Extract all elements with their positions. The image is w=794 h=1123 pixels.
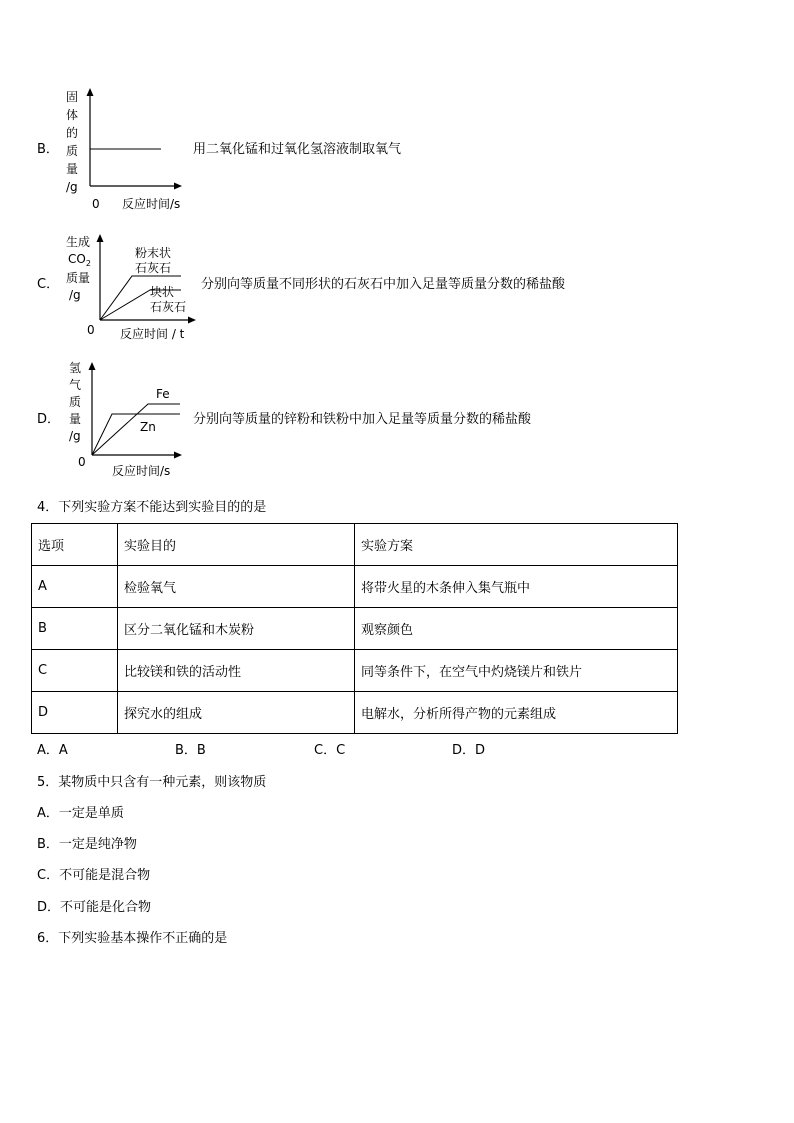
graph-c bbox=[64, 230, 214, 345]
graph-d-yunit: /g bbox=[69, 429, 81, 443]
graph-d bbox=[62, 358, 202, 478]
graph-d-fe-label: Fe bbox=[156, 387, 170, 401]
graph-d-ylabel-4: 量 bbox=[69, 412, 82, 426]
graph-c-lump-label-2: 石灰石 bbox=[150, 300, 187, 314]
graph-b-yunit: /g bbox=[66, 180, 78, 194]
table-cell: 检验氧气 bbox=[118, 566, 355, 608]
graph-d-origin: 0 bbox=[78, 455, 86, 469]
graph-c-ylabel-2-sub: 2 bbox=[85, 259, 91, 268]
q4-choice-b: B．B bbox=[175, 743, 206, 758]
q5-option-d: D．不可能是化合物 bbox=[37, 900, 152, 915]
table-cell: 区分二氧化锰和木炭粉 bbox=[118, 608, 355, 650]
graph-c-x-arrow bbox=[188, 317, 196, 324]
table-header-cell: 实验目的 bbox=[118, 524, 355, 566]
graph-b-ylabel-1: 固 bbox=[66, 90, 79, 104]
graph-d-ylabel-1: 氢 bbox=[69, 361, 82, 375]
q5-option-a: A．一定是单质 bbox=[37, 806, 124, 821]
graph-b-ylabel-3: 的 bbox=[66, 126, 79, 140]
q4-stem: 4．下列实验方案不能达到实验目的的是 bbox=[37, 500, 267, 515]
table-cell: D bbox=[32, 692, 118, 734]
graph-c-y-arrow bbox=[97, 234, 104, 242]
q4-choice-c: C．C bbox=[314, 743, 346, 758]
graph-c-ylabel-3: 质量 bbox=[66, 271, 91, 285]
table-cell: 将带火星的木条伸入集气瓶中 bbox=[355, 566, 678, 608]
graph-b bbox=[55, 85, 195, 215]
table-row bbox=[32, 566, 678, 608]
table-row bbox=[32, 650, 678, 692]
graph-c-ylabel-2: CO bbox=[68, 252, 86, 266]
table-row bbox=[32, 692, 678, 734]
q6-stem: 6．下列实验基本操作不正确的是 bbox=[37, 931, 228, 946]
option-d-letter: D． bbox=[37, 412, 61, 427]
graph-c-xlabel: 反应时间 / t bbox=[120, 327, 185, 341]
svg-text:CO2 bbox=[68, 252, 91, 268]
table-header-cell: 选项 bbox=[32, 524, 118, 566]
table-row bbox=[32, 608, 678, 650]
option-d-desc: 分别向等质量的锌粉和铁粉中加入足量等质量分数的稀盐酸 bbox=[193, 412, 532, 427]
graph-b-origin: 0 bbox=[92, 197, 100, 211]
graph-d-ylabel-3: 质 bbox=[69, 395, 82, 409]
graph-d-line-zn bbox=[92, 414, 180, 455]
table-cell: B bbox=[32, 608, 118, 650]
graph-d-x-arrow bbox=[174, 452, 182, 459]
table-cell: 比较镁和铁的活动性 bbox=[118, 650, 355, 692]
graph-c-yunit: /g bbox=[69, 288, 81, 302]
graph-d-xlabel: 反应时间/s bbox=[112, 464, 171, 478]
graph-d-line-fe bbox=[92, 404, 180, 455]
graph-b-ylabel-5: 量 bbox=[66, 162, 79, 176]
graph-b-xlabel: 反应时间/s bbox=[122, 197, 181, 211]
graph-d-ylabel-2: 气 bbox=[69, 378, 82, 392]
table-header-cell: 实验方案 bbox=[355, 524, 678, 566]
graph-c-ylabel-1: 生成 bbox=[66, 235, 91, 249]
graph-c-origin: 0 bbox=[87, 323, 95, 337]
graph-b-ylabel-4: 质 bbox=[66, 144, 79, 158]
q4-choice-d: D．D bbox=[452, 743, 486, 758]
table-cell: 观察颜色 bbox=[355, 608, 678, 650]
option-b-letter: B． bbox=[37, 142, 59, 157]
option-c-desc: 分别向等质量不同形状的石灰石中加入足量等质量分数的稀盐酸 bbox=[201, 277, 566, 292]
q5-option-b: B．一定是纯净物 bbox=[37, 837, 137, 852]
table-cell: 同等条件下，在空气中灼烧镁片和铁片 bbox=[355, 650, 678, 692]
table-cell: 电解水，分析所得产物的元素组成 bbox=[355, 692, 678, 734]
graph-c-lump-label-1: 块状 bbox=[150, 285, 175, 299]
option-b-desc: 用二氧化锰和过氧化氢溶液制取氧气 bbox=[193, 142, 402, 157]
graph-b-ylabel-2: 体 bbox=[66, 108, 79, 122]
table-cell: 探究水的组成 bbox=[118, 692, 355, 734]
graph-c-powder-label-1: 粉末状 bbox=[135, 246, 172, 260]
table-header-row bbox=[32, 524, 678, 566]
graph-c-powder-label-2: 石灰石 bbox=[135, 261, 172, 275]
q4-table bbox=[31, 523, 678, 734]
graph-d-y-arrow bbox=[89, 362, 96, 370]
option-c-letter: C． bbox=[37, 277, 60, 292]
q4-choice-a: A．A bbox=[37, 743, 68, 758]
table-cell: C bbox=[32, 650, 118, 692]
graph-b-y-arrow bbox=[87, 88, 94, 96]
table-cell: A bbox=[32, 566, 118, 608]
q5-stem: 5．某物质中只含有一种元素，则该物质 bbox=[37, 775, 267, 790]
q5-option-c: C．不可能是混合物 bbox=[37, 868, 151, 883]
graph-d-zn-label: Zn bbox=[140, 420, 156, 434]
graph-b-x-arrow bbox=[174, 183, 182, 190]
